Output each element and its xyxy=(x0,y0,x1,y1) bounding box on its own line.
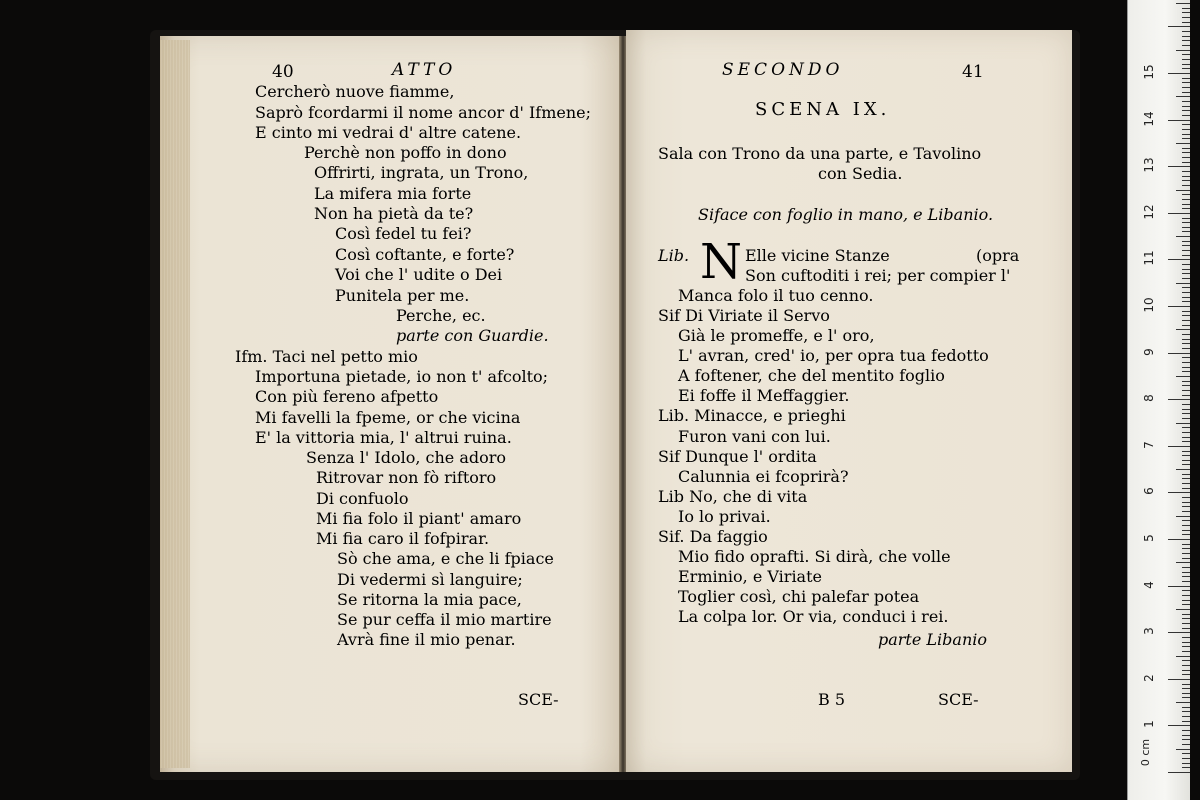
ruler-tick xyxy=(1182,437,1190,438)
ruler-tick xyxy=(1168,73,1190,74)
ruler-tick xyxy=(1182,40,1190,41)
ruler-tick xyxy=(1182,530,1190,531)
ruler-tick xyxy=(1182,82,1190,83)
left-stage-direction: parte con Guardie. xyxy=(396,326,549,345)
left-line-1: Cercherò nuove fiamme, xyxy=(255,82,455,101)
left-line-25: Di vedermi sì languire; xyxy=(337,570,523,589)
ruler-tick xyxy=(1176,143,1190,144)
ruler-tick xyxy=(1182,45,1190,46)
left-line-17: Mi favelli la fpeme, or che vicina xyxy=(255,408,521,427)
ruler-tick xyxy=(1176,749,1190,750)
ruler-tick xyxy=(1182,68,1190,69)
ruler-tick xyxy=(1182,138,1190,139)
right-line-8: Ei foffe il Meffaggier. xyxy=(678,386,850,405)
ruler-tick xyxy=(1182,241,1190,242)
ruler-tick xyxy=(1182,688,1190,689)
ruler-tick xyxy=(1182,441,1190,442)
ruler-tick xyxy=(1176,376,1190,377)
right-line-16: Mio fido oprafti. Si dirà, che volle xyxy=(678,547,951,566)
ruler-tick xyxy=(1182,273,1190,274)
ruler-tick xyxy=(1182,343,1190,344)
ruler-tick xyxy=(1182,269,1190,270)
ruler-tick xyxy=(1176,469,1190,470)
ruler-tick xyxy=(1182,222,1190,223)
ruler-tick xyxy=(1182,637,1190,638)
right-stage-direction: parte Libanio xyxy=(878,630,987,649)
ruler-tick xyxy=(1168,259,1190,260)
ruler-tick xyxy=(1182,325,1190,326)
ruler-tick xyxy=(1182,427,1190,428)
left-line-16: Con più fereno afpetto xyxy=(255,387,439,406)
ruler-tick xyxy=(1176,50,1190,51)
ruler-tick xyxy=(1182,199,1190,200)
ruler-tick xyxy=(1182,730,1190,731)
ruler-tick xyxy=(1168,399,1190,400)
left-catchword: SCE- xyxy=(518,690,559,709)
ruler-tick xyxy=(1182,763,1190,764)
ruler-tick xyxy=(1182,292,1190,293)
ruler-cm-label: 7 xyxy=(1142,440,1156,449)
ruler-tick xyxy=(1182,413,1190,414)
ruler-tick xyxy=(1168,492,1190,493)
ruler-tick xyxy=(1182,651,1190,652)
ruler-tick xyxy=(1176,656,1190,657)
ruler-tick xyxy=(1182,315,1190,316)
ruler-tick xyxy=(1168,539,1190,540)
ruler-tick xyxy=(1182,301,1190,302)
right-line-4: Sif Di Viriate il Servo xyxy=(658,306,830,325)
ruler-cm-label: 4 xyxy=(1142,580,1156,589)
ruler-tick xyxy=(1182,17,1190,18)
ruler-tick xyxy=(1168,26,1190,27)
left-line-19: Senza l' Idolo, che adoro xyxy=(306,448,507,467)
left-line-24: Sò che ama, e che li fpiace xyxy=(337,549,554,568)
ruler-tick xyxy=(1182,497,1190,498)
ruler-cm-label: 8 xyxy=(1142,394,1156,403)
ruler-tick xyxy=(1182,418,1190,419)
ruler-tick xyxy=(1176,609,1190,610)
ruler-tick xyxy=(1182,348,1190,349)
characters-line: Siface con foglio in mano, e Libanio. xyxy=(698,205,994,224)
ruler-tick xyxy=(1182,320,1190,321)
ruler-tick xyxy=(1182,595,1190,596)
right-line-17: Erminio, e Viriate xyxy=(678,567,822,586)
left-line-26: Se ritorna la mia pace, xyxy=(337,590,522,609)
ruler-unit-label: 0 cm xyxy=(1139,738,1153,767)
right-line-1b: (opra xyxy=(976,246,1020,265)
ruler-tick xyxy=(1182,8,1190,9)
ruler-tick xyxy=(1168,306,1190,307)
ruler-tick xyxy=(1182,297,1190,298)
ruler-tick xyxy=(1168,353,1190,354)
ruler-tick xyxy=(1176,516,1190,517)
left-line-7: Non ha pietà da te? xyxy=(314,204,474,223)
ruler-tick xyxy=(1182,572,1190,573)
ruler-tick xyxy=(1168,120,1190,121)
left-line-15: Importuna pietade, io non t' afcolto; xyxy=(255,367,549,386)
ruler-tick xyxy=(1182,390,1190,391)
setting-line-1: Sala con Trono da una parte, e Tavolino xyxy=(658,144,982,163)
ruler-cm-label: 5 xyxy=(1142,534,1156,542)
ruler-tick xyxy=(1182,553,1190,554)
right-line-11: Sif Dunque l' ordita xyxy=(658,447,817,466)
ruler-tick xyxy=(1168,632,1190,633)
ruler-cm-label: 10 xyxy=(1142,297,1156,313)
ruler-tick xyxy=(1182,124,1190,125)
left-line-2: Saprò fcordarmi il nome ancor d' Ifmene; xyxy=(255,103,592,122)
ruler-tick xyxy=(1182,684,1190,685)
ruler-tick xyxy=(1182,739,1190,740)
ruler-tick xyxy=(1182,506,1190,507)
speaker-lib-1: Lib. xyxy=(658,246,690,265)
ruler-tick xyxy=(1182,22,1190,23)
ruler-tick xyxy=(1182,218,1190,219)
ruler-tick xyxy=(1182,483,1190,484)
ruler-tick xyxy=(1182,614,1190,615)
ruler-tick xyxy=(1182,455,1190,456)
ruler-tick xyxy=(1182,180,1190,181)
ruler-tick xyxy=(1182,339,1190,340)
right-line-2: Son cuftoditi i rei; per compier l' xyxy=(745,266,1011,285)
ruler-tick xyxy=(1182,129,1190,130)
ruler-tick xyxy=(1182,204,1190,205)
ruler-tick xyxy=(1182,660,1190,661)
ruler-tick xyxy=(1182,334,1190,335)
ruler-tick xyxy=(1182,576,1190,577)
ruler-tick xyxy=(1182,12,1190,13)
ruler-tick xyxy=(1182,409,1190,410)
ruler-tick xyxy=(1168,446,1190,447)
right-running-head: SECONDO xyxy=(722,60,844,80)
ruler-tick xyxy=(1182,567,1190,568)
ruler-tick xyxy=(1182,464,1190,465)
ruler-tick xyxy=(1176,190,1190,191)
right-page-number: 41 xyxy=(962,62,984,82)
ruler-tick xyxy=(1182,385,1190,386)
right-line-18: Toglier così, chi palefar potea xyxy=(678,587,920,606)
ruler-tick xyxy=(1182,488,1190,489)
left-line-9: Così coftante, e forte? xyxy=(335,245,515,264)
ruler-tick xyxy=(1182,744,1190,745)
ruler-tick xyxy=(1182,628,1190,629)
right-line-15: Sif. Da faggio xyxy=(658,527,768,546)
ruler-tick xyxy=(1182,642,1190,643)
ruler-tick xyxy=(1182,525,1190,526)
ruler-tick xyxy=(1182,171,1190,172)
ruler-tick xyxy=(1182,646,1190,647)
ruler-cm-label: 3 xyxy=(1142,627,1156,636)
left-line-5: Offrirti, ingrata, un Trono, xyxy=(314,163,529,182)
ruler-tick xyxy=(1182,600,1190,601)
ruler-tick xyxy=(1182,511,1190,512)
right-line-14: Io lo privai. xyxy=(678,507,771,526)
left-line-4: Perchè non poffo in dono xyxy=(304,143,507,162)
ruler-tick xyxy=(1182,162,1190,163)
ruler-tick xyxy=(1182,148,1190,149)
ruler-tick xyxy=(1182,278,1190,279)
ruler-tick xyxy=(1168,213,1190,214)
ruler-tick xyxy=(1182,707,1190,708)
ruler-tick xyxy=(1182,115,1190,116)
ruler-tick xyxy=(1182,92,1190,93)
ruler-cm-label: 15 xyxy=(1142,64,1156,80)
ruler-tick xyxy=(1176,236,1190,237)
ruler-tick xyxy=(1182,693,1190,694)
ruler-tick xyxy=(1182,460,1190,461)
ruler-tick xyxy=(1182,670,1190,671)
left-line-8: Così fedel tu fei? xyxy=(335,224,472,243)
ruler-cm-label: 2 xyxy=(1142,673,1156,682)
setting-line-2: con Sedia. xyxy=(818,164,903,183)
ruler-tick xyxy=(1176,423,1190,424)
ruler-tick xyxy=(1182,36,1190,37)
ruler-tick xyxy=(1176,283,1190,284)
ruler-tick xyxy=(1182,404,1190,405)
ruler-tick xyxy=(1182,157,1190,158)
ruler-tick xyxy=(1182,395,1190,396)
ruler-cm-label: 14 xyxy=(1142,110,1156,127)
ruler-tick xyxy=(1182,548,1190,549)
ruler-tick xyxy=(1182,371,1190,372)
ruler-tick xyxy=(1176,3,1190,4)
ruler-tick xyxy=(1182,311,1190,312)
drop-cap: N xyxy=(700,234,742,290)
ruler-tick xyxy=(1182,64,1190,65)
ruler-cm-label: 6 xyxy=(1142,487,1156,496)
left-page-number: 40 xyxy=(272,62,294,82)
right-line-10: Furon vani con lui. xyxy=(678,427,831,446)
scene-title: SCENA IX. xyxy=(755,99,891,120)
left-page-edge xyxy=(160,40,190,768)
ruler-tick xyxy=(1182,478,1190,479)
ruler-tick xyxy=(1182,716,1190,717)
ruler-tick xyxy=(1182,185,1190,186)
left-line-20: Ritrovar non fò riftoro xyxy=(316,468,497,487)
ruler-tick xyxy=(1176,96,1190,97)
right-line-12: Calunnia ei fcoprirà? xyxy=(678,467,849,486)
ruler-cm-label: 11 xyxy=(1142,250,1156,267)
ruler-cm-label: 9 xyxy=(1142,347,1156,356)
ruler-tick xyxy=(1168,772,1190,773)
ruler-tick xyxy=(1182,432,1190,433)
ruler-tick xyxy=(1182,287,1190,288)
ruler-cm-label: 13 xyxy=(1142,157,1156,173)
ruler-tick xyxy=(1182,623,1190,624)
left-line-28: Avrà fine il mio penar. xyxy=(337,630,516,649)
left-line-14: Ifm. Taci nel petto mio xyxy=(235,347,418,366)
left-line-3: E cinto mi vedrai d' altre catene. xyxy=(255,123,522,142)
ruler-tick xyxy=(1182,208,1190,209)
ruler-tick xyxy=(1182,604,1190,605)
left-line-6: La mifera mia forte xyxy=(314,184,472,203)
ruler-tick xyxy=(1182,618,1190,619)
ruler-tick xyxy=(1182,558,1190,559)
ruler-tick xyxy=(1176,329,1190,330)
ruler-tick xyxy=(1182,176,1190,177)
ruler-tick xyxy=(1182,711,1190,712)
right-catchword: SCE- xyxy=(938,690,979,709)
right-line-13: Lib No, che di vita xyxy=(658,487,808,506)
right-line-9: Lib. Minacce, e prieghi xyxy=(658,406,846,425)
ruler-tick xyxy=(1182,59,1190,60)
ruler-tick xyxy=(1168,586,1190,587)
ruler-cm-label: 1 xyxy=(1142,720,1156,729)
measuring-ruler xyxy=(1127,0,1190,800)
ruler-tick xyxy=(1182,264,1190,265)
ruler-tick xyxy=(1182,357,1190,358)
ruler-tick xyxy=(1182,697,1190,698)
right-line-7: A foftener, che del mentito foglio xyxy=(678,366,945,385)
left-line-10: Voi che l' udite o Dei xyxy=(335,265,503,284)
ruler-tick xyxy=(1182,767,1190,768)
ruler-tick xyxy=(1182,381,1190,382)
left-line-27: Se pur ceffa il mio martire xyxy=(337,610,552,629)
left-line-23: Mi fia caro il fofpirar. xyxy=(316,529,490,548)
ruler-tick xyxy=(1182,581,1190,582)
ruler-cm-label: 12 xyxy=(1142,204,1156,220)
ruler-tick xyxy=(1182,231,1190,232)
ruler-tick xyxy=(1182,474,1190,475)
ruler-tick xyxy=(1182,250,1190,251)
left-line-12: Perche, ec. xyxy=(396,306,486,325)
right-line-19: La colpa lor. Or via, conduci i rei. xyxy=(678,607,949,626)
ruler-tick xyxy=(1182,674,1190,675)
ruler-tick xyxy=(1182,110,1190,111)
ruler-tick xyxy=(1182,134,1190,135)
ruler-tick xyxy=(1182,31,1190,32)
ruler-tick xyxy=(1168,679,1190,680)
right-line-3: Manca folo il tuo cenno. xyxy=(678,286,874,305)
left-running-head: ATTO xyxy=(392,60,457,80)
ruler-tick xyxy=(1182,665,1190,666)
left-line-18: E' la vittoria mia, l' altrui ruina. xyxy=(255,428,512,447)
ruler-tick xyxy=(1182,227,1190,228)
signature-mark: B 5 xyxy=(818,690,846,709)
ruler-tick xyxy=(1168,166,1190,167)
ruler-tick xyxy=(1182,735,1190,736)
ruler-tick xyxy=(1182,87,1190,88)
ruler-tick xyxy=(1182,451,1190,452)
ruler-tick xyxy=(1182,534,1190,535)
ruler-tick xyxy=(1182,78,1190,79)
left-line-22: Mi fia folo il piant' amaro xyxy=(316,509,522,528)
ruler-tick xyxy=(1182,590,1190,591)
left-line-11: Punitela per me. xyxy=(335,286,470,305)
ruler-tick xyxy=(1182,520,1190,521)
ruler-tick xyxy=(1176,562,1190,563)
ruler-tick xyxy=(1182,194,1190,195)
right-line-5: Già le promeffe, e l' oro, xyxy=(678,326,875,345)
ruler-tick xyxy=(1182,54,1190,55)
ruler-tick xyxy=(1182,362,1190,363)
ruler-tick xyxy=(1182,152,1190,153)
ruler-tick xyxy=(1182,101,1190,102)
ruler-tick xyxy=(1168,725,1190,726)
ruler-tick xyxy=(1182,245,1190,246)
ruler-tick xyxy=(1176,702,1190,703)
ruler-tick xyxy=(1182,367,1190,368)
ruler-tick xyxy=(1182,753,1190,754)
ruler-tick xyxy=(1182,502,1190,503)
ruler-tick xyxy=(1182,255,1190,256)
ruler-tick xyxy=(1182,721,1190,722)
ruler-tick xyxy=(1182,758,1190,759)
left-line-21: Di confuolo xyxy=(316,489,409,508)
right-line-6: L' avran, cred' io, per opra tua fedotto xyxy=(678,346,989,365)
ruler-tick xyxy=(1182,106,1190,107)
right-line-1: Elle vicine Stanze xyxy=(745,246,890,265)
ruler-tick xyxy=(1182,544,1190,545)
